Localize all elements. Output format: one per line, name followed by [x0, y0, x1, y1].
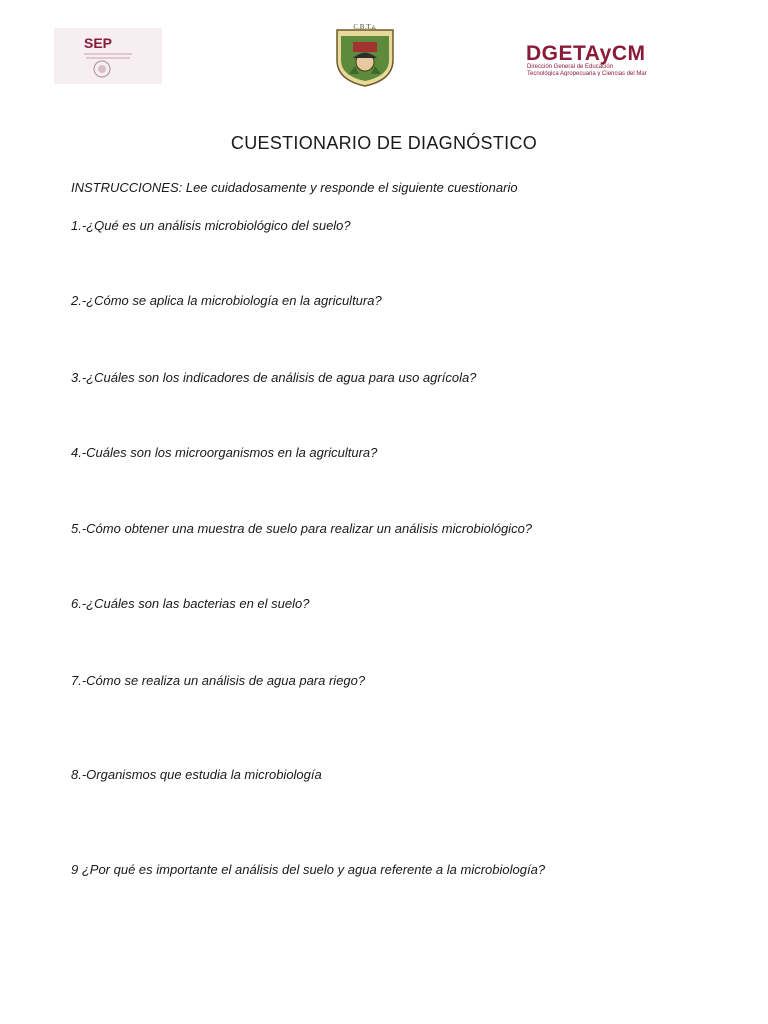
document-title: CUESTIONARIO DE DIAGNÓSTICO — [230, 133, 538, 153]
question-6: 6.-¿Cuáles son las bacterias en el suelo? — [71, 596, 310, 611]
instructions-text: Lee cuidadosamente y responde el siguiente cuestionario — [182, 180, 518, 195]
cbta-seal-text: C.B.T.a. — [353, 23, 377, 31]
question-7: 7.-Cómo se realiza un análisis de agua para riego? — [71, 673, 366, 688]
question-2: 2.-¿Cómo se aplica la microbiología en la agricultura? — [71, 293, 382, 308]
question-1: 1.-¿Qué es un análisis microbiológico del suelo? — [71, 218, 351, 233]
question-8: 8.-Organismos que estudia la microbiología — [71, 767, 322, 782]
question-9: 9 ¿Por qué es importante el análisis del suelo y agua referente a la microbiología? — [71, 862, 546, 877]
sep-logo — [54, 28, 162, 84]
dgeta-logo — [524, 40, 746, 76]
dgeta-logo-text: DGETAyCM — [526, 42, 646, 65]
instructions — [71, 180, 518, 195]
question-3: 3.-¿Cuáles son los indicadores de análisis de agua para uso agrícola? — [71, 370, 477, 385]
cbta-seal-logo — [331, 22, 399, 88]
dgeta-logo-subtitle-2: Tecnológica Agropecuaria y Ciencias del Mar — [527, 71, 647, 76]
question-4: 4.-Cuáles son los microorganismos en la agricultura? — [71, 445, 378, 460]
dgeta-logo-subtitle-1: Dirección General de Educación — [527, 64, 614, 70]
question-5: 5.-Cómo obtener una muestra de suelo para realizar un análisis microbiológico? — [71, 521, 533, 536]
instructions-label: INSTRUCCIONES: — [71, 180, 183, 195]
sep-logo-text: SEP — [84, 35, 113, 51]
header-logos — [0, 0, 768, 100]
